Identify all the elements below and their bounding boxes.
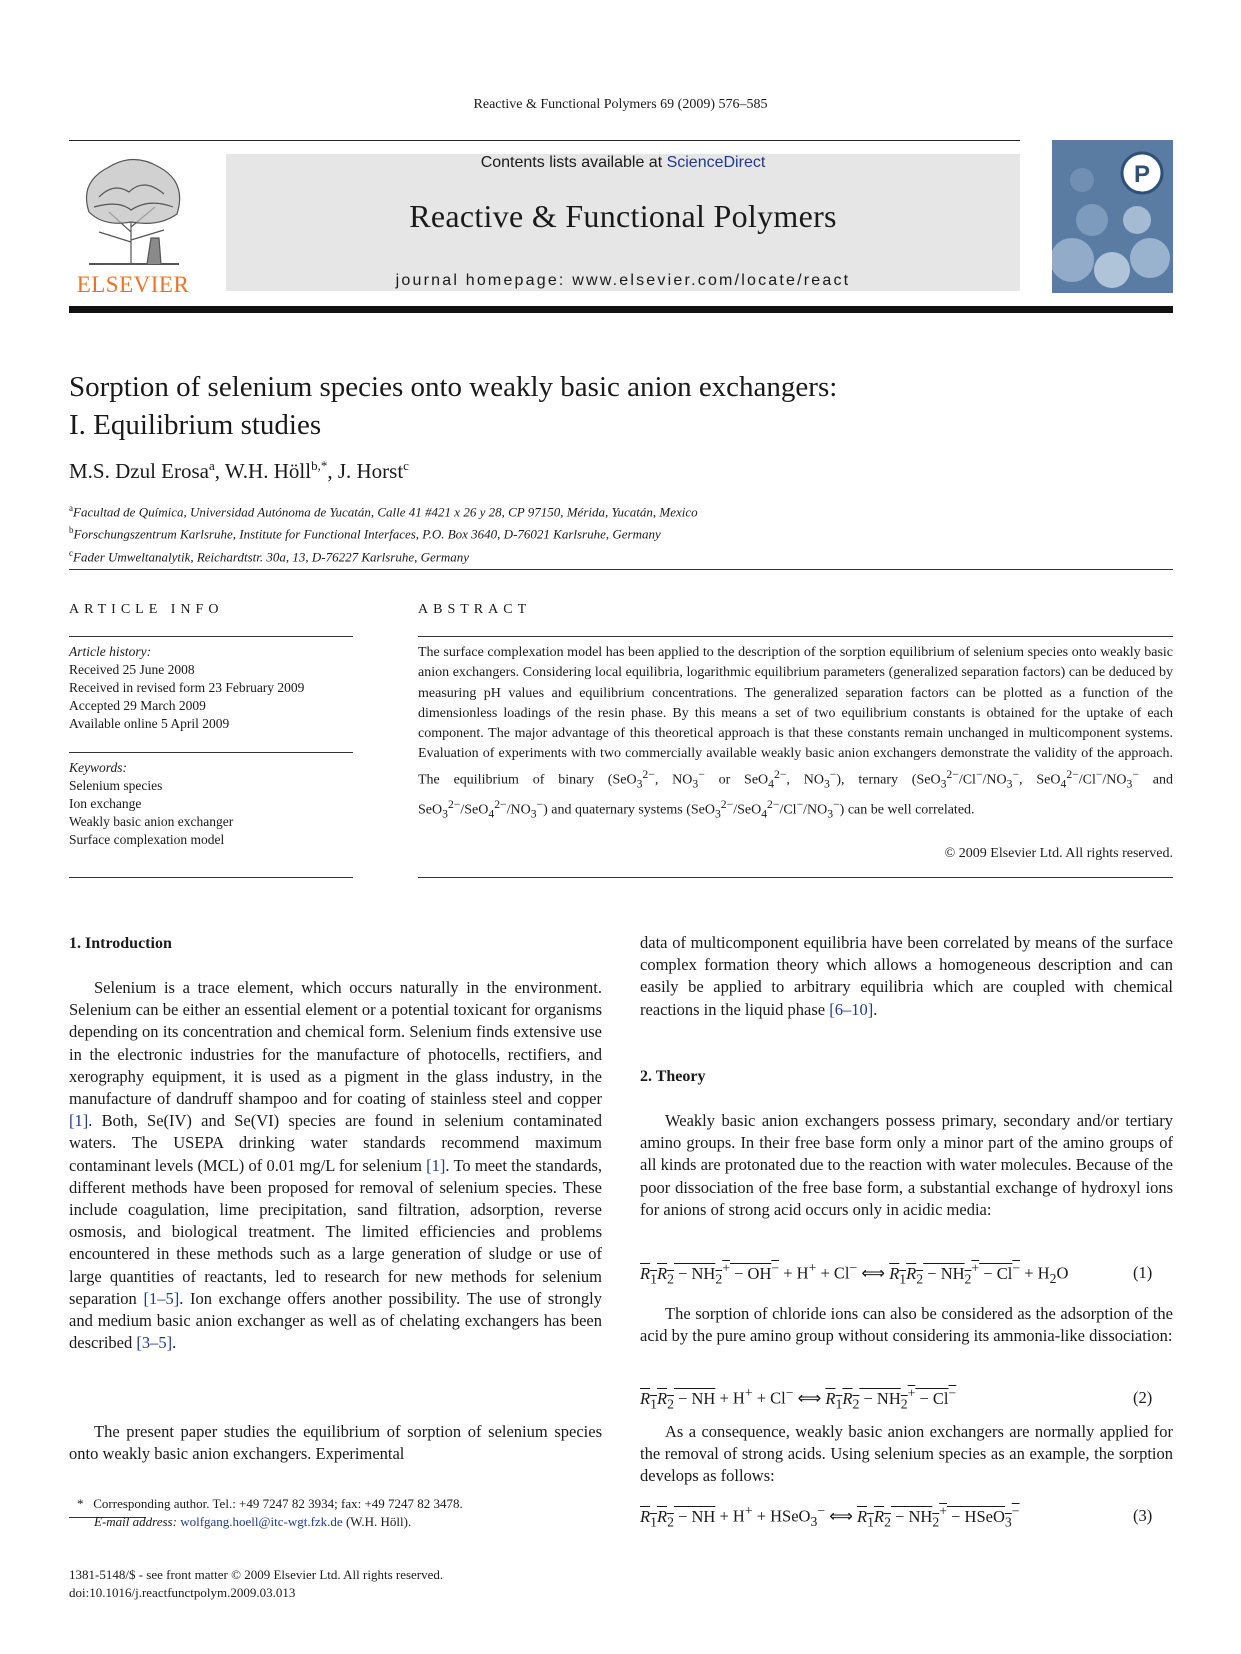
article-info-heading: ARTICLE INFO bbox=[69, 602, 224, 617]
sciencedirect-link[interactable]: ScienceDirect bbox=[666, 154, 766, 171]
author-affil-mark: a bbox=[209, 458, 215, 473]
article-history bbox=[69, 643, 353, 733]
equation-number: (1) bbox=[1133, 1263, 1153, 1282]
history-item: Received in revised form 23 February 2009 bbox=[69, 680, 305, 695]
title-line-2: I. Equilibrium studies bbox=[69, 409, 322, 441]
footnote-mark: * bbox=[77, 1496, 84, 1511]
intro-paragraph-2: The present paper studies the equilibrium of sorption of selenium species onto weakly basic anion exchangers. Experimental bbox=[69, 1422, 602, 1464]
reference-link[interactable]: [1] bbox=[69, 1111, 89, 1131]
equation-3: $R_1R_2$ − NH + H+ + HSeO$_3$− ⟺ $R_1R_2 - NH_2^+$ − HSeO$_3$− bbox=[640, 1503, 1020, 1529]
history-item: Received 25 June 2008 bbox=[69, 662, 195, 677]
reference-link[interactable]: [3–5] bbox=[136, 1333, 173, 1353]
keyword: Selenium species bbox=[69, 778, 163, 793]
equation-2: $R_1R_2$ − NH + H+ + Cl− ⟺ $R_1R_2 - NH_2^+ - Cl^-$ bbox=[640, 1385, 957, 1411]
keyword: Surface complexation model bbox=[69, 832, 225, 847]
journal-cover-image bbox=[1052, 140, 1173, 293]
equation-number: (2) bbox=[1133, 1388, 1153, 1407]
theory-heading: 2. Theory bbox=[640, 1068, 706, 1085]
divider bbox=[69, 877, 353, 878]
affiliations bbox=[69, 499, 1173, 566]
author-list: M.S. Dzul Erosa$^a$, W.H. Höll$^{b,*}$, J. Horst$^c$ bbox=[69, 458, 409, 483]
history-item: Available online 5 April 2009 bbox=[69, 716, 230, 731]
author-affil-mark: b,* bbox=[311, 458, 328, 473]
keywords bbox=[69, 759, 353, 849]
keyword: Weakly basic anion exchanger bbox=[69, 814, 234, 829]
journal-citation: Reactive & Functional Polymers 69 (2009) 576–585 bbox=[473, 97, 768, 112]
reference-link[interactable]: [6–10] bbox=[829, 999, 874, 1019]
title-line-1: Sorption of selenium species onto weakly basic anion exchangers: bbox=[69, 371, 838, 403]
journal-name: Reactive & Functional Polymers bbox=[409, 198, 837, 234]
theory-paragraph-1: Weakly basic anion exchangers possess primary, secondary and/or tertiary amino groups. In their free base form only a minor part of the amino groups of all kinds are protonated due to the reaction with water molecules. Because of the poor dissociation of the free base form, a substantial exchange of hydroxyl ions for anions of strong acid occurs only in acidic media: bbox=[640, 1111, 1173, 1219]
article-title bbox=[69, 368, 1173, 444]
abstract-heading: ABSTRACT bbox=[418, 602, 532, 617]
equation-number: (3) bbox=[1133, 1506, 1153, 1525]
issn-line: 1381-5148/$ - see front matter © 2009 Elsevier Ltd. All rights reserved. bbox=[69, 1567, 444, 1582]
footnote: * Corresponding author. Tel.: +49 7247 82 3934; fax: +49 7247 82 3478. E-mail address: wolfgang.hoell@itc-wgt.fzk.de (W.H. Höll). bbox=[77, 1496, 463, 1529]
divider bbox=[418, 636, 1173, 637]
affiliation: $^b$Forschungszentrum Karlsruhe, Institute for Functional Interfaces, P.O. Box 3640, D-76021 Karlsruhe, Germany bbox=[69, 525, 661, 542]
theory-paragraph-2: The sorption of chloride ions can also be considered as the adsorption of the acid by the pure amino group without considering its ammonia-like dissociation: bbox=[640, 1304, 1173, 1346]
author-name: J. Horst bbox=[337, 459, 404, 483]
keywords-label: Keywords: bbox=[69, 760, 127, 775]
divider bbox=[69, 636, 353, 637]
divider bbox=[418, 877, 1173, 878]
keyword: Ion exchange bbox=[69, 796, 142, 811]
contents-prefix: Contents lists available at bbox=[480, 154, 667, 171]
column-2-continuation: data of multicomponent equilibria have been correlated by means of the surface complex formation theory which allows a homogeneous description and can easily be applied to arbitrary equilibria which are coupled with chemical reactions in the liquid phase [6–10]. bbox=[640, 933, 1173, 1019]
divider bbox=[69, 752, 353, 753]
issn-doi bbox=[69, 1566, 602, 1602]
affiliation: $^a$Facultad de Química, Universidad Autónoma de Yucatán, Calle 41 #421 x 26 y 28, CP 97150, Mérida, Yucatán, Mexico bbox=[69, 503, 698, 520]
reference-link[interactable]: [1] bbox=[426, 1155, 446, 1175]
affiliation-rule bbox=[69, 569, 1173, 570]
abstract-text: The surface complexation model has been applied to the description of the sorption equilibrium of selenium species onto weakly basic anion exchangers. Considering local equilibria, logarithmic equilibrium parameters (generalized separation factors) can be deduced by measuring pH values and equilibrium concentrations. The generalized separation factors can be plotted as a function of the dimensionless loadings of the resin phase. By this means a set of two equilibrium constants is obtained for the uptake of each component. The major advantage of this theoretical approach is that these constants remain unchanged in multicomponent systems. Evaluation of experiments with two commercially available weakly basic anion exchangers demonstrate the validity of the approach. The equilibrium of binary (SeO$_3^{2-}$, $NO_3^-$ or SeO$_4^{2-}$, $NO_3^-$), ternary ($SeO_3^{2-}/Cl^-/NO_3^-$, $SeO_4^{2-}/Cl^-/NO_3^-$ and $SeO_3^{2-}/SeO_4^{2-}/NO_3^-$) and quaternary systems $(SeO_3^{2-}/SeO_4^{2-}/Cl^-/NO_3^-)$ can be well correlated. bbox=[418, 645, 1173, 820]
theory-paragraph-3: As a consequence, weakly basic anion exchangers are normally applied for the removal of strong acids. Using selenium species as an example, the sorption develops as follows: bbox=[640, 1422, 1173, 1486]
author-name: M.S. Dzul Erosa bbox=[69, 459, 209, 483]
header-thick-rule bbox=[69, 306, 1173, 313]
email-link[interactable]: wolfgang.hoell@itc-wgt.fzk.de bbox=[180, 1514, 343, 1529]
equation-1: $R_1R_2 - NH_2^+ - OH^- + H^+ + Cl^-$ ⟺ $R_1R_2 - NH_2^+ - Cl^- + H_2O$ bbox=[640, 1260, 1069, 1286]
affiliation: $^c$Fader Umweltanalytik, Reichardtstr. 30a, 13, D-76227 Karlsruhe, Germany bbox=[69, 547, 469, 564]
contents-line bbox=[226, 154, 1020, 172]
author-name: W.H. Höll bbox=[224, 459, 312, 483]
abstract-copyright: © 2009 Elsevier Ltd. All rights reserved. bbox=[944, 846, 1173, 861]
doi-line[interactable]: doi:10.1016/j.reactfunctpolym.2009.03.013 bbox=[69, 1585, 296, 1600]
history-item: Accepted 29 March 2009 bbox=[69, 698, 206, 713]
elsevier-wordmark: ELSEVIER bbox=[76, 272, 190, 297]
journal-homepage[interactable]: journal homepage: www.elsevier.com/locate/react bbox=[395, 272, 851, 289]
header-rule bbox=[69, 140, 1020, 141]
author-affil-mark: c bbox=[403, 458, 409, 473]
history-label: Article history: bbox=[69, 644, 152, 659]
intro-paragraph-1: Selenium is a trace element, which occurs naturally in the environment. Selenium can be either an essential element or a potential toxicant for organisms depending on its concentration and chemical form. Selenium finds extensive use in the electronic industries for the manufacture of photocells, rectifiers, and xerography equipment, it is used as a pigment in the glass industry, in the manufacture of dandruff shampoo and for coating of stainless steel and copper [1]. Both, Se(IV) and Se(VI) species are found in selenium contaminated waters. The USEPA drinking water standards recommend maximum contaminant levels (MCL) of 0.01 mg/L for selenium [1]. To meet the standards, different methods have been proposed for removal of selenium species. These include coagulation, lime precipitation, sand filtration, adsorption, reverse osmosis, and biological treatment. The limited efficiencies and problems encountered in these methods such as a large generation of sludge or use of large quantities of reactants, led to research for new methods for selenium separation [1–5]. Ion exchange offers another possibility. The use of strongly and medium basic anion exchanger as well as of chelating exchangers has been described [3–5]. bbox=[69, 978, 602, 1353]
intro-heading: 1. Introduction bbox=[69, 935, 172, 952]
reference-link[interactable]: [1–5] bbox=[143, 1288, 180, 1308]
svg-text:P: P bbox=[1133, 161, 1151, 188]
